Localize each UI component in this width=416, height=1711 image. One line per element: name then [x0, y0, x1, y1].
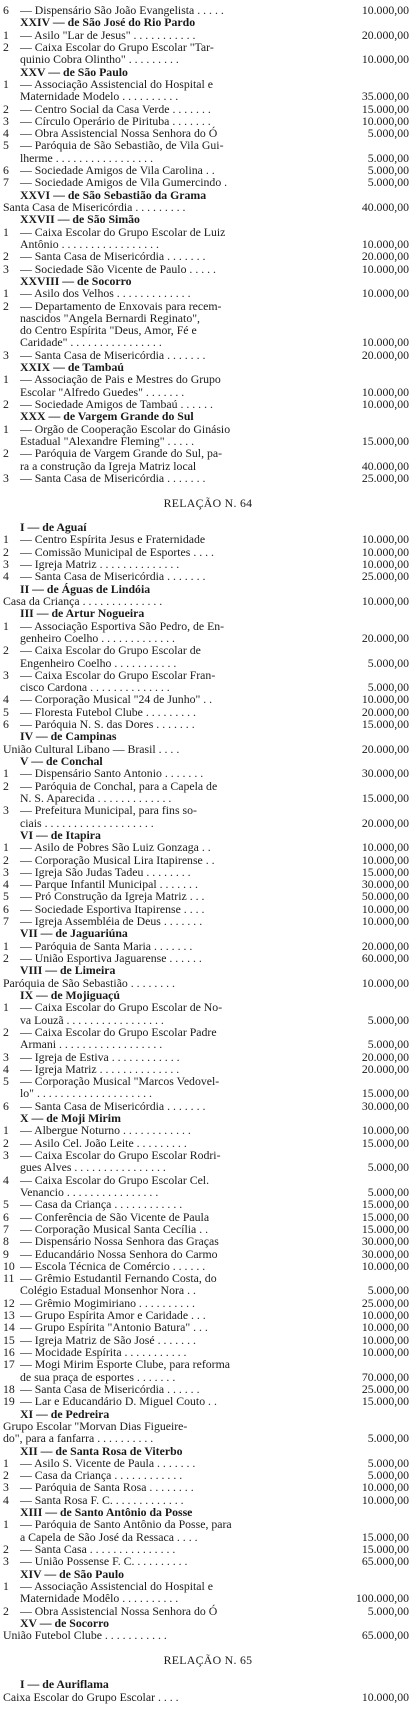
item-text: ciais . . . . . . . . . . . . . . . . . . .	[20, 815, 154, 830]
item-number: 3	[3, 347, 9, 362]
item-text: I — de Aguaí	[20, 520, 87, 535]
item-amount: 5.000,00	[367, 1160, 409, 1175]
item-text: — Igreja de Estiva . . . . . . . . . . . .	[20, 1049, 180, 1064]
item-number: 1	[3, 224, 9, 239]
item-number: 11	[3, 1271, 15, 1286]
item-amount: 30.000,00	[361, 877, 409, 892]
item-amount: 5.000,00	[367, 1012, 409, 1027]
item-number: 17	[3, 1357, 15, 1372]
item-amount: 10.000,00	[361, 544, 409, 559]
item-amount: 15.000,00	[361, 1221, 409, 1236]
item-number: 4	[3, 1492, 9, 1507]
item-text: — Caixa Escolar do Grupo Escolar de	[20, 643, 201, 658]
item-number: 1	[3, 938, 9, 953]
item-text: — Orgão de Cooperação Escolar do Ginásio	[20, 421, 231, 436]
item-text: — Santa Casa de Misericórdia . . . . . . .	[20, 1098, 206, 1113]
item-text: XXX — de Vargem Grande do Sul	[20, 409, 194, 424]
item-text: — Departamento de Enxovais para recem-	[20, 298, 222, 313]
item-number: 3	[3, 667, 9, 682]
item-text: União Cultural Libano — Brasil . . . .	[3, 741, 180, 756]
item-amount: 10.000,00	[361, 692, 409, 707]
item-amount: 10.000,00	[361, 113, 409, 128]
item-text: ra a construção da Igreja Matriz local	[20, 458, 197, 473]
item-number: 2	[3, 643, 9, 658]
item-number: 5	[3, 704, 9, 719]
item-amount: 15.000,00	[361, 1209, 409, 1224]
item-text: — Santa Casa de Misericórdia . . . . . . .	[20, 347, 206, 362]
item-amount: 10.000,00	[361, 975, 409, 990]
item-text: IV — de Campinas	[20, 729, 117, 744]
item-text: — Associação de Pais e Mestres do Grupo	[20, 372, 221, 387]
item-number: 15	[3, 1332, 15, 1347]
item-number: 6	[3, 1209, 9, 1224]
item-amount: 5.000,00	[367, 680, 409, 695]
item-amount: 10.000,00	[361, 1332, 409, 1347]
item-number: 1	[3, 286, 9, 301]
item-amount: 100.000,00	[355, 1591, 409, 1606]
item-amount: 10.000,00	[361, 1123, 409, 1138]
item-number: 3	[3, 470, 9, 485]
item-amount: 30.000,00	[361, 766, 409, 781]
item-number: 4	[3, 126, 9, 141]
item-text: XXVII — de São Simão	[20, 212, 140, 227]
item-text: — Santa Casa de Misericórdia . . . . . . .	[20, 249, 206, 264]
item-text: — Asilo S. Vicente de Paula . . . . . . .	[20, 1455, 196, 1470]
item-amount: 10.000,00	[361, 840, 409, 855]
item-number: 3	[3, 261, 9, 276]
item-text: RELAÇÃO N. 65	[163, 1652, 253, 1667]
item-text: — Asilo Cel. João Leite . . . . . . . . .	[20, 1135, 187, 1150]
item-number: 3	[3, 803, 9, 818]
item-text: — Sociedade Amigos de Tambaú . . . . . .	[20, 397, 213, 411]
item-number: 13	[3, 1308, 15, 1322]
item-number: 1	[3, 1455, 9, 1470]
item-amount: 10.000,00	[361, 1689, 409, 1704]
item-number: 2	[3, 249, 9, 264]
item-number: 7	[3, 914, 9, 929]
item-amount: 15.000,00	[361, 101, 409, 116]
item-text: — Prefeitura Municipal, para fins so-	[20, 803, 197, 818]
item-text: — Centro Social da Casa Verde . . . . . . .	[20, 101, 211, 116]
item-text: — Caixa Escolar do Grupo Escolar Fran-	[20, 667, 216, 682]
item-amount: 20.000,00	[361, 630, 409, 645]
item-number: 2	[3, 39, 9, 54]
item-text: — Igreja Matriz . . . . . . . . . . . . . .	[20, 1061, 180, 1076]
item-number: 3	[3, 1148, 9, 1162]
item-text: — Sociedade Amigos de Vila Gumercindo .	[20, 175, 228, 190]
item-number: 2	[3, 1541, 9, 1556]
item-text: XXIV — de São José do Rio Pardo	[20, 15, 196, 30]
item-text: — União Possense F. C. . . . . . . . . .	[20, 1554, 188, 1569]
item-text: Caixa Escolar do Grupo Escolar . . . .	[3, 1689, 179, 1704]
item-text: do", para a fanfarra . . . . . . . . . .	[3, 1431, 154, 1446]
item-text: — Santa Casa de Misericórdia . . . . . . .	[20, 569, 206, 584]
item-number: 10	[3, 1258, 15, 1273]
item-amount: 20.000,00	[361, 1049, 409, 1064]
item-number: 3	[3, 113, 9, 128]
item-amount: 60.000,00	[361, 951, 409, 965]
item-number: 1	[3, 1578, 9, 1593]
item-amount: 5.000,00	[367, 1184, 409, 1199]
item-text: Estadual "Alexandre Fleming" . . . . .	[20, 433, 195, 448]
item-amount: 20.000,00	[361, 347, 409, 362]
item-number: 5	[3, 1074, 9, 1089]
item-amount: 50.000,00	[361, 889, 409, 904]
item-text: — Asilo dos Velhos . . . . . . . . . . . . .	[20, 286, 191, 301]
item-number: 1	[3, 1517, 9, 1532]
item-amount: 10.000,00	[361, 1480, 409, 1495]
item-text: Armani . . . . . . . . . . . . . . . . . .	[20, 1037, 163, 1052]
item-number: 4	[3, 877, 9, 892]
item-text: Maternidade Modelo . . . . . . . . . .	[20, 89, 179, 104]
item-number: 2	[3, 1603, 9, 1618]
item-amount: 5.000,00	[367, 1455, 409, 1470]
item-number: 1	[3, 76, 9, 91]
item-text: X — de Moji Mirim	[20, 1111, 121, 1125]
item-text: — Obra Assistencial Nossa Senhora do Ó	[20, 1603, 218, 1618]
item-text: Paróquia de São Sebastião . . . . . . . .	[3, 975, 176, 990]
item-text: — Sociedade São Vicente de Paulo . . . . .	[20, 261, 216, 276]
item-text: — Obra Assistencial Nossa Senhora do Ó	[20, 126, 218, 141]
item-number: 1	[3, 532, 9, 547]
item-text: — Casa da Criança . . . . . . . . . . . .	[20, 1197, 183, 1212]
item-number: 1	[3, 1000, 9, 1015]
item-amount: 15.000,00	[361, 790, 409, 805]
item-number: 4	[3, 1061, 9, 1076]
item-text: V — de Conchal	[20, 754, 103, 768]
item-number: 3	[3, 557, 9, 571]
item-text: — Grupo Espírita Amor e Caridade . . .	[20, 1308, 206, 1322]
item-text: — Paróquia de Santo Antônio da Posse, para	[20, 1517, 232, 1532]
item-number: 19	[3, 1394, 15, 1409]
item-amount: 40.000,00	[361, 200, 409, 214]
item-text: — Caixa Escolar do Grupo Escolar Padre	[20, 1024, 217, 1039]
item-amount: 15.000,00	[361, 1086, 409, 1101]
item-text: — Paróquia de Vargem Grande do Sul, pa-	[20, 446, 223, 461]
item-amount: 10.000,00	[361, 1308, 409, 1322]
item-amount: 5.000,00	[367, 655, 409, 670]
item-amount: 10.000,00	[361, 594, 409, 608]
item-number: 2	[3, 951, 9, 965]
item-amount: 5.000,00	[367, 126, 409, 141]
item-number: 1	[3, 27, 9, 42]
item-text: — Corporação Musical Santa Cecília . .	[20, 1221, 209, 1236]
item-amount: 25.000,00	[361, 1381, 409, 1396]
item-number: 1	[3, 840, 9, 855]
item-amount: 15.000,00	[361, 1135, 409, 1150]
item-number: 4	[3, 569, 9, 584]
item-amount: 20.000,00	[361, 741, 409, 756]
item-text: — Asilo "Lar de Jesus" . . . . . . . . . . .	[20, 27, 196, 42]
item-text: — Dispensário Nossa Senhora das Graças	[20, 1234, 219, 1249]
item-amount: 5.000,00	[367, 1283, 409, 1298]
item-number: 2	[3, 298, 9, 313]
item-amount: 10.000,00	[361, 914, 409, 929]
item-amount: 5.000,00	[367, 163, 409, 178]
item-text: — Corporação Musical Lira Itapirense . .	[20, 852, 215, 867]
item-number: 2	[3, 852, 9, 867]
entry-line	[0, 1690, 416, 1704]
item-text: VII — de Jaguariúna	[20, 926, 128, 941]
item-text: — Corporação Musical "24 de Junho" . .	[20, 692, 213, 707]
item-number: 16	[3, 1345, 15, 1359]
item-amount: 5.000,00	[367, 150, 409, 165]
item-amount: 10.000,00	[361, 532, 409, 547]
item-text: I — de Auriflama	[20, 1677, 109, 1692]
item-amount: 10.000,00	[361, 52, 409, 67]
item-number: 1	[3, 766, 9, 781]
item-number: 1	[3, 618, 9, 633]
item-text: — Santa Casa de Misericórdia . . . . . . .	[20, 470, 206, 485]
item-text: — Mogi Mirim Esporte Clube, para reforma	[20, 1357, 230, 1372]
item-number: 14	[3, 1320, 15, 1335]
item-text: XXV — de São Paulo	[20, 64, 128, 79]
item-amount: 10.000,00	[361, 384, 409, 399]
item-number: 1	[3, 372, 9, 387]
item-text: a Capela de São José da Ressaca . . . .	[20, 1529, 198, 1544]
item-amount: 10.000,00	[361, 3, 409, 17]
item-amount: 5.000,00	[367, 1468, 409, 1483]
item-text: — Caixa Escolar do Grupo Escolar de No-	[20, 1000, 223, 1015]
item-text: XXVI — de São Sebastião da Grama	[20, 187, 207, 202]
item-text: XXIX — de Tambaú	[20, 360, 124, 374]
item-amount: 35.000,00	[361, 89, 409, 104]
item-amount: 5.000,00	[367, 1037, 409, 1052]
item-number: 8	[3, 1234, 9, 1249]
item-amount: 15.000,00	[361, 1197, 409, 1212]
item-number: 2	[3, 778, 9, 793]
item-text: — Corporação Musical "Marcos Vedovel-	[20, 1074, 220, 1089]
item-text: — Conferência de São Vicente de Paula	[20, 1209, 210, 1224]
item-number: 3	[3, 1049, 9, 1064]
item-amount: 15.000,00	[361, 717, 409, 732]
item-amount: 10.000,00	[361, 557, 409, 571]
item-number: 5	[3, 889, 9, 904]
item-text: Colégio Estadual Monsenhor Nora . .	[20, 1283, 196, 1298]
item-number: 5	[3, 138, 9, 153]
item-text: — Comissão Municipal de Esportes . . . .	[20, 544, 214, 559]
item-number: 6	[3, 1098, 9, 1113]
item-text: — Centro Espírita Jesus e Fraternidade	[20, 532, 206, 547]
item-amount: 15.000,00	[361, 433, 409, 448]
item-amount: 20.000,00	[361, 249, 409, 264]
item-number: 9	[3, 1246, 9, 1261]
item-amount: 10.000,00	[361, 236, 409, 251]
item-text: Antônio . . . . . . . . . . . . . . . . .	[20, 236, 159, 251]
item-amount: 5.000,00	[367, 1603, 409, 1618]
item-text: — Grupo Espírita "Antonio Batura" . . .	[20, 1320, 208, 1335]
item-number: 3	[3, 1480, 9, 1495]
item-text: União Futebol Clube . . . . . . . . . . .	[3, 1628, 167, 1643]
item-text: XV — de Socorro	[20, 1615, 110, 1630]
item-text: cisco Cardona . . . . . . . . . . . . . .	[20, 680, 170, 695]
item-amount: 15.000,00	[361, 864, 409, 879]
item-text: Caridade" . . . . . . . . . . . . . . . .	[20, 335, 162, 350]
item-amount: 30.000,00	[361, 1246, 409, 1261]
item-text: VIII — de Limeira	[20, 963, 116, 978]
item-text: Grupo Escolar "Morvan Dias Figueire-	[3, 1418, 188, 1433]
item-text: — Escola Técnica de Comércio . . . . . .	[20, 1258, 206, 1273]
item-text: — Sociedade Amigos de Vila Carolina . .	[20, 163, 215, 178]
item-text: VI — de Itapira	[20, 827, 101, 842]
item-text: — Paróquia de Santa Maria . . . . . . .	[20, 938, 193, 953]
item-text: genheiro Coelho . . . . . . . . . . . . .	[20, 630, 175, 645]
item-number: 7	[3, 1221, 9, 1236]
item-number: 2	[3, 1024, 9, 1039]
item-text: — Santa Casa de Misericórdia . . . . . .	[20, 1381, 200, 1396]
item-text: — Albergue Noturno . . . . . . . . . . . .	[20, 1123, 191, 1138]
item-text: Santa Casa de Misericórdia . . . . . . . . .	[3, 200, 186, 214]
item-number: 7	[3, 175, 9, 190]
item-amount: 10.000,00	[361, 901, 409, 916]
item-amount: 10.000,00	[361, 1258, 409, 1273]
item-amount: 10.000,00	[361, 1320, 409, 1335]
item-text: XIII — de Santo Antônio da Posse	[20, 1505, 193, 1519]
item-amount: 65.000,00	[361, 1554, 409, 1569]
item-amount: 10.000,00	[361, 1345, 409, 1359]
item-text: — Associação Assistencial do Hospital e	[20, 76, 213, 91]
item-text: — Paróquia N. S. das Dores . . . . . . .	[20, 717, 195, 732]
item-amount: 20.000,00	[361, 938, 409, 953]
item-amount: 10.000,00	[361, 1492, 409, 1507]
item-text: — Casa da Criança . . . . . . . . . . . .	[20, 1468, 183, 1483]
item-text: — Associação Esportiva São Pedro, de En-	[20, 618, 225, 633]
item-number: 6	[3, 3, 9, 17]
item-text: XI — de Pedreira	[20, 1406, 110, 1421]
item-text: lo" . . . . . . . . . . . . . . . . . . . .	[20, 1086, 152, 1101]
item-number: 6	[3, 901, 9, 916]
item-amount: 10.000,00	[361, 852, 409, 867]
item-text: — Parque Infantil Municipal . . . . . . .	[20, 877, 198, 892]
item-number: 2	[3, 1468, 9, 1483]
item-text: — Dispensário São João Evangelista . . . . .	[20, 3, 224, 17]
item-text: XXVIII — de Socorro	[20, 273, 132, 288]
item-text: — União Esportiva Jaguarense . . . . . .	[20, 951, 202, 965]
item-amount: 10.000,00	[361, 335, 409, 350]
item-number: 2	[3, 544, 9, 559]
item-text: IX — de Mojiguaçú	[20, 987, 120, 1002]
item-text: de sua praça de esportes . . . . . . .	[20, 1369, 176, 1384]
item-text: Engenheiro Coelho . . . . . . . . . . .	[20, 655, 177, 670]
item-text: — Caixa Escolar do Grupo Escolar de Luiz	[20, 224, 226, 239]
item-text: do Centro Espírita "Deus, Amor, Fé e	[20, 323, 197, 338]
item-text: — Grêmio Mogimiriano . . . . . . . . . .	[20, 1295, 195, 1310]
item-text: Casa da Criança . . . . . . . . . . . . . .	[3, 594, 163, 608]
item-text: — Grêmio Estudantil Fernando Costa, do	[20, 1271, 217, 1286]
item-text: — Igreja Matriz . . . . . . . . . . . . . .	[20, 557, 180, 571]
item-text: — Pró Construção da Igreja Matriz . . .	[20, 889, 205, 904]
item-amount: 30.000,00	[361, 1234, 409, 1249]
item-number: 2	[3, 1135, 9, 1150]
item-text: — Floresta Futebol Clube . . . . . . . . .	[20, 704, 196, 719]
item-amount: 65.000,00	[361, 1628, 409, 1643]
item-text: — Sociedade Esportiva Itapirense . . . .	[20, 901, 205, 916]
item-text: — Igreja São Judas Tadeu . . . . . . . .	[20, 864, 191, 879]
item-number: 2	[3, 101, 9, 116]
item-text: Maternidade Modêlo . . . . . . . . . .	[20, 1591, 179, 1606]
item-text: — Dispensário Santo Antonio . . . . . . .	[20, 766, 204, 781]
item-amount: 5.000,00	[367, 175, 409, 190]
item-text: — Asilo de Pobres São Luiz Gonzaga . .	[20, 840, 211, 855]
item-amount: 15.000,00	[361, 1394, 409, 1409]
item-number: 3	[3, 864, 9, 879]
item-text: — Mocidade Espírita . . . . . . . . . . .	[20, 1345, 187, 1359]
item-text: — Associação Assistencial do Hospital e	[20, 1578, 213, 1593]
item-text: XIV — de São Paulo	[20, 1566, 125, 1581]
item-number: 4	[3, 692, 9, 707]
item-text: quinio Cobra Olintho" . . . . . . . . .	[20, 52, 179, 67]
item-number: 12	[3, 1295, 15, 1310]
item-text: — Santa Casa . . . . . . . . . . . . . . .	[20, 1541, 176, 1556]
item-text: — Igreja Matriz de São José . . . . . . .	[20, 1332, 196, 1347]
item-text: lherme . . . . . . . . . . . . . . . . .	[20, 150, 154, 165]
item-amount: 10.000,00	[361, 397, 409, 411]
item-amount: 5.000,00	[367, 1431, 409, 1446]
item-amount: 15.000,00	[361, 1529, 409, 1544]
item-text: — Caixa Escolar do Grupo Escolar "Tar-	[20, 39, 214, 54]
item-number: 1	[3, 421, 9, 436]
item-amount: 10.000,00	[361, 286, 409, 301]
item-text: — Lar e Educandário D. Miguel Couto . .	[20, 1394, 217, 1409]
item-text: — Paróquia de Conchal, para a Capela de	[20, 778, 218, 793]
item-text: — Caixa Escolar do Grupo Escolar Rodri-	[20, 1148, 221, 1162]
item-number: 18	[3, 1381, 15, 1396]
item-text: — Paróquia de Santa Rosa . . . . . . . .	[20, 1480, 194, 1495]
item-text: nascidos "Angela Bernardi Reginato",	[20, 310, 200, 325]
item-amount: 25.000,00	[361, 470, 409, 485]
item-number: 2	[3, 397, 9, 411]
item-text: N. S. Aparecida . . . . . . . . . . . . .	[20, 790, 172, 805]
item-text: II — de Águas de Lindóia	[20, 581, 151, 596]
item-number: 4	[3, 1172, 9, 1187]
item-amount: 70.000,00	[361, 1369, 409, 1384]
item-text: XII — de Santa Rosa de Viterbo	[20, 1443, 183, 1458]
item-number: 3	[3, 1554, 9, 1569]
item-text: RELAÇÃO N. 64	[163, 495, 253, 510]
item-text: — Igreja Assembléia de Deus . . . . . . .	[20, 914, 203, 929]
item-text: — Educandário Nossa Senhora do Carmo	[20, 1246, 218, 1261]
item-amount: 30.000,00	[361, 1098, 409, 1113]
item-amount: 25.000,00	[361, 569, 409, 584]
item-amount: 20.000,00	[361, 815, 409, 830]
item-number: 1	[3, 1123, 9, 1138]
item-text: — Caixa Escolar do Grupo Escolar Cel.	[20, 1172, 210, 1187]
item-text: — Círculo Operário de Pirituba . . . . . . .	[20, 113, 211, 128]
item-text: III — de Artur Nogueira	[20, 606, 145, 621]
item-number: 5	[3, 1197, 9, 1212]
item-amount: 10.000,00	[361, 261, 409, 276]
item-number: 6	[3, 163, 9, 178]
item-text: Escolar "Alfredo Guedes" . . . . . . .	[20, 384, 185, 399]
item-amount: 15.000,00	[361, 1541, 409, 1556]
item-number: 2	[3, 446, 9, 461]
item-amount: 20.000,00	[361, 27, 409, 42]
item-text: va Louzã . . . . . . . . . . . . . . . . .	[20, 1012, 164, 1027]
item-amount: 25.000,00	[361, 1295, 409, 1310]
item-text: gues Alves . . . . . . . . . . . . . . . .	[20, 1160, 166, 1175]
item-amount: 40.000,00	[361, 458, 409, 473]
item-number: 6	[3, 717, 9, 732]
item-amount: 20.000,00	[361, 704, 409, 719]
item-text: — Paróquia de São Sebastião, de Vila Gui-	[20, 138, 224, 153]
item-text: Venancio . . . . . . . . . . . . . . . .	[20, 1184, 159, 1199]
item-text: — Santa Rosa F. C. . . . . . . . . . . . .	[20, 1492, 184, 1507]
item-amount: 20.000,00	[361, 1061, 409, 1076]
